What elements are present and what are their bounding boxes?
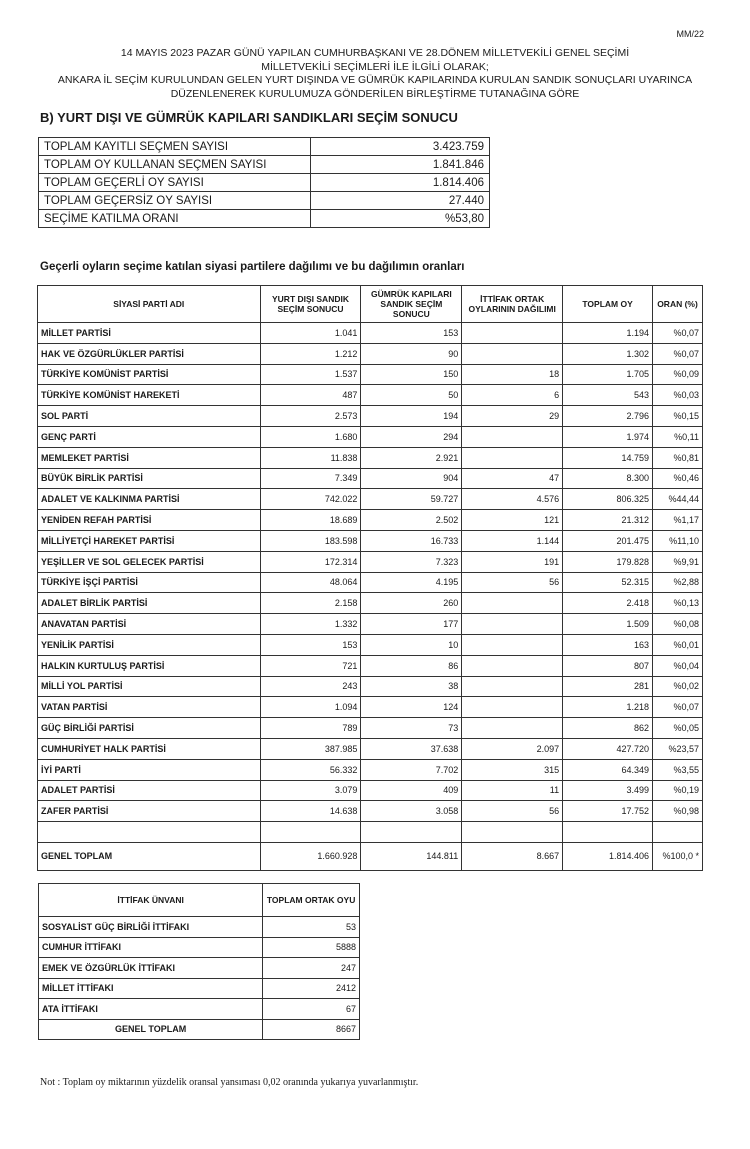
cell-customs: 10 [361,634,462,655]
table-row [38,738,703,759]
party-name: ADALET VE KALKINMA PARTİSİ [38,489,261,510]
cell-abroad: 742.022 [260,489,361,510]
header-total: TOPLAM OY [563,286,653,323]
cell-total: 1.705 [563,364,653,385]
table-row [38,468,703,489]
empty-cell [563,822,653,843]
alliance-table [38,883,360,1040]
alliance-name: MİLLET İTTİFAKI [39,978,263,999]
party-name: CUMHURİYET HALK PARTİSİ [38,738,261,759]
alliance-row [39,978,360,999]
cell-alliance [462,323,563,344]
cell-customs: 153 [361,323,462,344]
cell-customs: 260 [361,593,462,614]
party-name: BÜYÜK BİRLİK PARTİSİ [38,468,261,489]
cell-alliance: 4.576 [462,489,563,510]
table-row [38,489,703,510]
cell-abroad: 789 [260,718,361,739]
table-row [38,697,703,718]
table-row [38,634,703,655]
party-name: ZAFER PARTİSİ [38,801,261,822]
cell-abroad: 3.079 [260,780,361,801]
empty-row [38,822,703,843]
header-party-name: SİYASİ PARTİ ADI [38,286,261,323]
header-alliance-total: TOPLAM ORTAK OYU [263,884,360,917]
table-row [38,676,703,697]
summary-value: 1.841.846 [311,156,490,174]
section-title: B) YURT DIŞI VE GÜMRÜK KAPILARI SANDIKLARI SEÇİM SONUCU [40,110,458,125]
table-row [38,426,703,447]
header-customs: GÜMRÜK KAPILARI SANDIK SEÇİM SONUCU [361,286,462,323]
cell-ratio: %0,08 [653,614,703,635]
cell-alliance: 29 [462,406,563,427]
grand-total-ratio: %100,0 * [653,842,703,870]
empty-cell [38,822,261,843]
summary-value: 27.440 [311,192,490,210]
alliance-header-row [39,884,360,917]
summary-row [39,138,490,156]
alliance-value: 2412 [263,978,360,999]
cell-alliance [462,426,563,447]
cell-customs: 294 [361,426,462,447]
party-name: TÜRKİYE KOMÜNİST PARTİSİ [38,364,261,385]
cell-total: 281 [563,676,653,697]
table-row [38,530,703,551]
cell-abroad: 2.158 [260,593,361,614]
summary-row [39,174,490,192]
grand-total-customs: 144.811 [361,842,462,870]
cell-ratio: %0,15 [653,406,703,427]
empty-cell [260,822,361,843]
cell-alliance: 315 [462,759,563,780]
cell-alliance: 6 [462,385,563,406]
cell-abroad: 48.064 [260,572,361,593]
alliance-row [39,999,360,1020]
cell-customs: 7.323 [361,551,462,572]
table-row [38,655,703,676]
party-name: TÜRKİYE İŞÇİ PARTİSİ [38,572,261,593]
table-row [38,447,703,468]
alliance-value: 5888 [263,937,360,958]
cell-total: 8.300 [563,468,653,489]
cell-customs: 124 [361,697,462,718]
cell-alliance: 18 [462,364,563,385]
cell-customs: 16.733 [361,530,462,551]
party-name: HALKIN KURTULUŞ PARTİSİ [38,655,261,676]
cell-abroad: 1.537 [260,364,361,385]
party-name: İYİ PARTİ [38,759,261,780]
summary-row [39,210,490,228]
cell-total: 862 [563,718,653,739]
cell-ratio: %0,07 [653,323,703,344]
footnote: Not : Toplam oy miktarının yüzdelik oransal yansıması 0,02 oranında yukarıya yuvarlanmıştır. [40,1077,419,1088]
grand-total-alliance: 8.667 [462,842,563,870]
party-name: MİLLİYETÇİ HAREKET PARTİSİ [38,530,261,551]
alliance-value: 53 [263,917,360,938]
table-row [38,572,703,593]
cell-total: 21.312 [563,510,653,531]
party-name: ADALET BİRLİK PARTİSİ [38,593,261,614]
cell-abroad: 1.332 [260,614,361,635]
cell-total: 1.974 [563,426,653,447]
distribution-title: Geçerli oyların seçime katılan siyasi partilere dağılımı ve bu dağılımın oranları [40,261,465,273]
party-name: YENİDEN REFAH PARTİSİ [38,510,261,531]
empty-cell [462,822,563,843]
cell-abroad: 2.573 [260,406,361,427]
party-name: MİLLİ YOL PARTİSİ [38,676,261,697]
cell-alliance [462,614,563,635]
cell-customs: 86 [361,655,462,676]
cell-ratio: %1,17 [653,510,703,531]
cell-ratio: %0,02 [653,676,703,697]
cell-abroad: 14.638 [260,801,361,822]
cell-alliance [462,634,563,655]
table-row [38,364,703,385]
alliance-name: SOSYALİST GÜÇ BİRLİĞİ İTTİFAKI [39,917,263,938]
header-ratio: ORAN (%) [653,286,703,323]
cell-abroad: 56.332 [260,759,361,780]
alliance-row [39,917,360,938]
party-name: YENİLİK PARTİSİ [38,634,261,655]
cell-abroad: 1.680 [260,426,361,447]
header-alliance-name: İTTİFAK ÜNVANI [39,884,263,917]
cell-ratio: %0,07 [653,697,703,718]
cell-customs: 150 [361,364,462,385]
cell-total: 427.720 [563,738,653,759]
cell-total: 1.509 [563,614,653,635]
cell-total: 807 [563,655,653,676]
cell-ratio: %0,03 [653,385,703,406]
alliance-total-row [39,1019,360,1040]
cell-abroad: 7.349 [260,468,361,489]
alliance-total-label: GENEL TOPLAM [39,1019,263,1040]
header-abroad: YURT DIŞI SANDIK SEÇİM SONUCU [260,286,361,323]
cell-abroad: 487 [260,385,361,406]
cell-alliance: 2.097 [462,738,563,759]
cell-alliance [462,655,563,676]
cell-customs: 50 [361,385,462,406]
results-header-row [38,286,703,323]
header-line-4: DÜZENLENEREK KURULUMUZA GÖNDERİLEN BİRLEŞTİRME TUTANAĞINA GÖRE [170,87,580,100]
party-name: SOL PARTİ [38,406,261,427]
cell-ratio: %0,11 [653,426,703,447]
cell-alliance: 56 [462,801,563,822]
table-row [38,759,703,780]
cell-ratio: %0,07 [653,343,703,364]
cell-total: 543 [563,385,653,406]
cell-abroad: 243 [260,676,361,697]
cell-alliance: 191 [462,551,563,572]
cell-ratio: %0,13 [653,593,703,614]
cell-alliance [462,676,563,697]
cell-ratio: %44,44 [653,489,703,510]
document-code: MM/22 [676,29,704,39]
cell-total: 2.418 [563,593,653,614]
cell-customs: 59.727 [361,489,462,510]
header-line-3: ANKARA İL SEÇİM KURULUNDAN GELEN YURT DIŞINDA VE GÜMRÜK KAPILARINDA KURULAN SANDIK SONUÇLARI UYARINCA [57,74,693,86]
party-name: ADALET PARTİSİ [38,780,261,801]
table-row [38,323,703,344]
alliance-total-value: 8667 [263,1019,360,1040]
cell-alliance [462,718,563,739]
summary-value: 1.814.406 [311,174,490,192]
party-name: MİLLET PARTİSİ [38,323,261,344]
alliance-row [39,937,360,958]
cell-abroad: 387.985 [260,738,361,759]
table-row [38,406,703,427]
cell-total: 3.499 [563,780,653,801]
party-name: HAK VE ÖZGÜRLÜKLER PARTİSİ [38,343,261,364]
table-row [38,385,703,406]
party-results-table [37,285,703,871]
summary-row [39,192,490,210]
cell-ratio: %9,91 [653,551,703,572]
table-row [38,343,703,364]
table-row [38,551,703,572]
cell-total: 806.325 [563,489,653,510]
grand-total-abroad: 1.660.928 [260,842,361,870]
cell-abroad: 11.838 [260,447,361,468]
cell-alliance: 1.144 [462,530,563,551]
cell-ratio: %0,46 [653,468,703,489]
table-row [38,593,703,614]
cell-abroad: 721 [260,655,361,676]
summary-value: %53,80 [311,210,490,228]
document-header [40,47,710,101]
cell-ratio: %0,05 [653,718,703,739]
party-name: GENÇ PARTİ [38,426,261,447]
cell-abroad: 172.314 [260,551,361,572]
empty-cell [361,822,462,843]
summary-label: TOPLAM KAYITLI SEÇMEN SAYISI [39,138,311,156]
cell-abroad: 18.689 [260,510,361,531]
table-row [38,801,703,822]
party-name: ANAVATAN PARTİSİ [38,614,261,635]
table-row [38,510,703,531]
cell-alliance [462,343,563,364]
cell-customs: 2.502 [361,510,462,531]
party-name: VATAN PARTİSİ [38,697,261,718]
cell-total: 1.218 [563,697,653,718]
cell-customs: 177 [361,614,462,635]
cell-ratio: %0,98 [653,801,703,822]
alliance-name: EMEK VE ÖZGÜRLÜK İTTİFAKI [39,958,263,979]
cell-total: 1.302 [563,343,653,364]
table-row [38,718,703,739]
cell-ratio: %0,04 [653,655,703,676]
cell-total: 52.315 [563,572,653,593]
alliance-name: CUMHUR İTTİFAKI [39,937,263,958]
summary-table [38,137,490,228]
summary-label: TOPLAM GEÇERSİZ OY SAYISI [39,192,311,210]
grand-total-total: 1.814.406 [563,842,653,870]
summary-value: 3.423.759 [311,138,490,156]
alliance-row [39,958,360,979]
table-row [38,614,703,635]
cell-ratio: %3,55 [653,759,703,780]
cell-abroad: 153 [260,634,361,655]
cell-customs: 2.921 [361,447,462,468]
cell-total: 201.475 [563,530,653,551]
cell-abroad: 1.212 [260,343,361,364]
summary-label: TOPLAM GEÇERLİ OY SAYISI [39,174,311,192]
cell-customs: 409 [361,780,462,801]
cell-total: 163 [563,634,653,655]
party-name: YEŞİLLER VE SOL GELECEK PARTİSİ [38,551,261,572]
summary-label: TOPLAM OY KULLANAN SEÇMEN SAYISI [39,156,311,174]
cell-alliance: 121 [462,510,563,531]
alliance-value: 247 [263,958,360,979]
cell-total: 17.752 [563,801,653,822]
cell-ratio: %0,19 [653,780,703,801]
alliance-value: 67 [263,999,360,1020]
cell-abroad: 1.094 [260,697,361,718]
cell-customs: 7.702 [361,759,462,780]
cell-abroad: 183.598 [260,530,361,551]
cell-customs: 4.195 [361,572,462,593]
empty-cell [653,822,703,843]
cell-alliance [462,447,563,468]
cell-ratio: %0,09 [653,364,703,385]
header-alliance: İTTİFAK ORTAK OYLARININ DAĞILIMI [462,286,563,323]
cell-ratio: %2,88 [653,572,703,593]
party-name: TÜRKİYE KOMÜNİST HAREKETİ [38,385,261,406]
grand-total-row [38,842,703,870]
cell-total: 1.194 [563,323,653,344]
cell-total: 14.759 [563,447,653,468]
cell-abroad: 1.041 [260,323,361,344]
summary-label: SEÇİME KATILMA ORANI [39,210,311,228]
cell-customs: 73 [361,718,462,739]
cell-ratio: %23,57 [653,738,703,759]
cell-total: 2.796 [563,406,653,427]
summary-row [39,156,490,174]
header-line-2: MİLLETVEKİLİ SEÇİMLERİ İLE İLGİLİ OLARAK; [261,60,489,73]
party-name: GÜÇ BİRLİĞİ PARTİSİ [38,718,261,739]
cell-alliance: 11 [462,780,563,801]
cell-total: 179.828 [563,551,653,572]
cell-customs: 194 [361,406,462,427]
cell-alliance [462,593,563,614]
table-row [38,780,703,801]
grand-total-label: GENEL TOPLAM [38,842,261,870]
cell-customs: 38 [361,676,462,697]
cell-total: 64.349 [563,759,653,780]
cell-customs: 37.638 [361,738,462,759]
cell-ratio: %0,01 [653,634,703,655]
cell-customs: 90 [361,343,462,364]
party-name: MEMLEKET PARTİSİ [38,447,261,468]
cell-customs: 904 [361,468,462,489]
cell-ratio: %11,10 [653,530,703,551]
cell-customs: 3.058 [361,801,462,822]
header-line-1: 14 MAYIS 2023 PAZAR GÜNÜ YAPILAN CUMHURBAŞKANI VE 28.DÖNEM MİLLETVEKİLİ GENEL SEÇİMİ [120,47,630,59]
cell-alliance: 56 [462,572,563,593]
cell-alliance: 47 [462,468,563,489]
cell-ratio: %0,81 [653,447,703,468]
alliance-name: ATA İTTİFAKI [39,999,263,1020]
cell-alliance [462,697,563,718]
